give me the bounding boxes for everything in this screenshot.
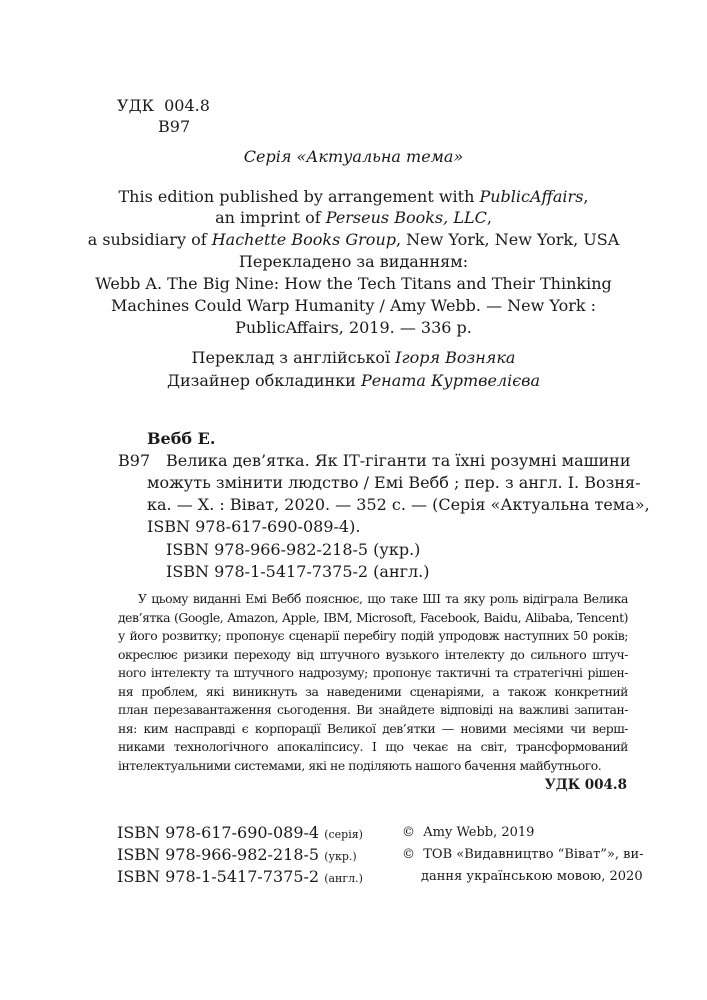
annotation-line: план перезавантаження сьогодення. Ви знайдете відповіді на важливі запитан- <box>118 702 628 717</box>
annotation-line: никами технологічного апокаліпсису. І що чекає на світ, трансформований <box>118 739 628 754</box>
edition-note-line-1: This edition published by arrangement with PublicAffairs, <box>118 187 589 206</box>
copyright-line-3: дання українською мовою, 2020 <box>421 869 643 884</box>
annotation-line: ня проблем, які виникнуть за наведеними сценаріями, а також конкретний <box>118 683 628 699</box>
copyright-line-2: © ТОВ «Видавництво “Віват”», ви- <box>402 847 644 862</box>
annotation-line: окреслює ризики переходу від штучного вузького інтелекту до сильного штуч- <box>118 646 628 662</box>
copyright-symbol: © <box>402 847 415 862</box>
catalog-isbn-ukr: ISBN 978-966-982-218-5 (укр.) <box>166 540 421 559</box>
translated-from-heading: Перекладено за виданням: <box>238 252 469 271</box>
designer-credit: Дизайнер обкладинки Рената Куртвелієва <box>166 371 541 390</box>
udc-author-mark: В97 <box>158 117 191 136</box>
annotation-line: дев’ятка (Google, Amazon, Apple, IBM, Microsoft, Facebook, Baidu, Alibaba, Tencent) <box>118 609 628 625</box>
annotation-line: ня: ким насправді є корпорації Великої дев’ятки — новими месіями чи верш- <box>118 720 628 736</box>
translator-credit: Переклад з англійської Ігоря Возняка <box>191 348 516 367</box>
edition-note-line-3: a subsidiary of Hachette Books Group, New York, New York, USA <box>87 230 620 249</box>
annotation-line: У цьому виданні Емі Вебб пояснює, що таке ШІ та яку роль відіграла Велика <box>138 591 628 606</box>
copyright-symbol: © <box>402 825 415 840</box>
annotation-line: у його розвитку; пропонує сценарії перебігу подій упродовж наступних 50 років; <box>118 628 628 643</box>
annotation-line: інтелектуальними системами, які не поділяють нашого бачення майбутнього. <box>118 757 602 773</box>
isbn-ukr: ISBN 978-966-982-218-5 (укр.) <box>117 845 357 864</box>
annotation-line: ного інтелекту та штучного надрозуму; пропонує тактичні та стратегічні рішен- <box>118 665 628 680</box>
original-title-line-2: Machines Could Warp Humanity / Amy Webb. — New York : <box>110 296 597 315</box>
series-line: Серія «Актуальна тема» <box>243 147 464 166</box>
edition-note-line-2: an imprint of Perseus Books, LLC, <box>215 208 492 227</box>
copyright-line-1: © Amy Webb, 2019 <box>402 825 535 840</box>
udc-code: 004.8 <box>164 96 210 115</box>
catalog-isbn-eng: ISBN 978-1-5417-7375-2 (англ.) <box>166 562 430 581</box>
udc-top <box>117 95 210 117</box>
catalog-line-2: можуть змінити людство / Емі Вебб ; пер. з англ. І. Возня- <box>147 473 641 492</box>
catalog-line-3: ка. — Х. : Віват, 2020. — 352 с. — (Серія «Актуальна тема», <box>147 495 650 514</box>
original-title-line-1: Webb A. The Big Nine: How the Tech Titans and Their Thinking <box>95 274 612 293</box>
udc-bottom: УДК 004.8 <box>544 777 627 793</box>
catalog-line-4: ISBN 978-617-690-089-4). <box>147 517 361 536</box>
isbn-eng: ISBN 978-1-5417-7375-2 (англ.) <box>117 867 363 886</box>
catalog-mark: В97 <box>118 451 151 470</box>
isbn-series: ISBN 978-617-690-089-4 (серія) <box>117 823 363 842</box>
catalog-line-1: Велика дев’ятка. Як ІТ-гіганти та їхні розумні машини <box>166 451 631 470</box>
original-title-line-3: PublicAffairs, 2019. — 336 p. <box>235 318 472 337</box>
catalog-author: Вебб Е. <box>147 429 216 448</box>
annotation <box>118 590 628 775</box>
udc-label: УДК <box>117 96 154 115</box>
